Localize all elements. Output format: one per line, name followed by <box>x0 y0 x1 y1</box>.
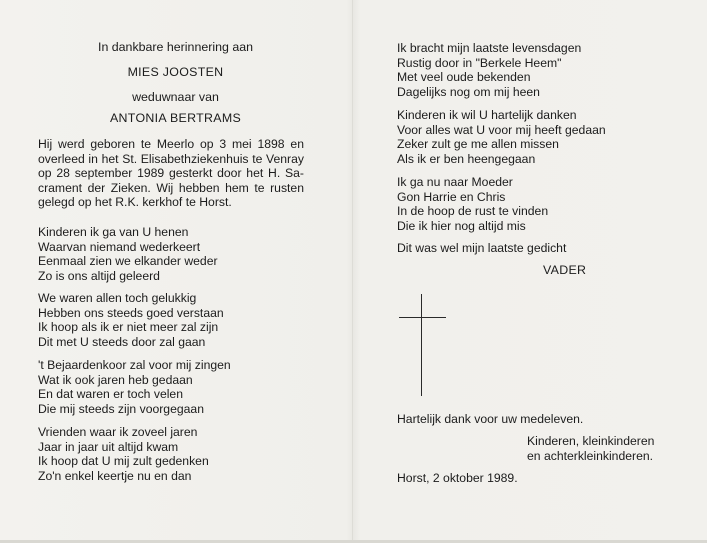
poem-line: Die ik hier nog altijd mis <box>397 218 526 233</box>
place-date: Horst, 2 oktober 1989. <box>397 471 518 485</box>
poem-line: Wat ik ook jaren heb gedaan <box>38 372 193 387</box>
poem-stanza <box>38 291 224 349</box>
poem-stanza <box>397 41 581 99</box>
poem-line: Ik bracht mijn laatste levensdagen <box>397 41 582 55</box>
poem-line: Kinderen ik ga van U henen <box>38 225 189 239</box>
poem-line: Vrienden waar ik zoveel jaren <box>38 425 198 439</box>
poem-stanza <box>38 425 209 483</box>
poem-line: Hebben ons steeds goed verstaan <box>38 305 224 320</box>
poem-line: Rustig door in "Berkele Heem" <box>397 55 562 70</box>
poem-line: Eenmaal zien we elkander weder <box>38 254 218 269</box>
poem-line: Gon Harrie en Chris <box>397 189 506 204</box>
family-line: Kinderen, kleinkinderen <box>527 434 655 448</box>
card-fold <box>352 0 353 543</box>
poem-line: Voor alles wat U voor mij heeft gedaan <box>397 122 606 137</box>
poem-line: Met veel oude bekenden <box>397 70 531 85</box>
family-line: en achterkleinkinderen. <box>527 449 654 463</box>
cross-icon-bar <box>399 317 446 318</box>
bio-line: Hij werd geboren te Meerlo op 3 mei 1898 en <box>38 137 304 151</box>
poem-line: Die mij steeds zijn voorgegaan <box>38 401 204 416</box>
poem-line: Dit met U steeds door zal gaan <box>38 334 206 349</box>
closing-line: Dit was wel mijn laatste gedicht <box>397 241 567 255</box>
poem-stanza <box>38 358 231 416</box>
poem-line: In de hoop de rust te vinden <box>397 204 549 219</box>
poem-line: 't Bejaardenkoor zal voor mij zingen <box>38 358 231 372</box>
poem-stanza <box>38 225 218 283</box>
cross-icon <box>421 294 422 396</box>
poem-line: Dagelijks nog om mij heen <box>397 84 540 99</box>
poem-line: Zo'n enkel keertje nu en dan <box>38 468 192 483</box>
poem-line: Kinderen ik wil U hartelijk danken <box>397 108 577 122</box>
deceased-name: MIES JOOSTEN <box>127 65 224 79</box>
biography <box>38 137 304 210</box>
bio-line: overleed in het St. Elisabethziekenhuis te Venray <box>38 151 304 166</box>
poem-stanza <box>397 108 606 166</box>
poem-line: En dat waren er toch velen <box>38 387 183 402</box>
poem-line: Jaar in jaar uit altijd kwam <box>38 439 179 454</box>
poem-line: Ik hoop als ik er niet meer zal zijn <box>38 320 219 335</box>
signature: VADER <box>543 263 587 277</box>
poem-stanza <box>397 175 548 233</box>
poem-line: Zo is ons altijd geleerd <box>38 268 160 283</box>
bio-line: gelegd op het R.K. kerkhof te Horst. <box>38 195 232 210</box>
intro-text: In dankbare herinnering aan <box>98 40 253 54</box>
poem-line: We waren allen toch gelukkig <box>38 291 197 305</box>
relation-text: weduwnaar van <box>132 90 219 104</box>
bio-line: crament der Zieken. Wij hebben hem te rusten <box>38 180 304 195</box>
poem-line: Ik ga nu naar Moeder <box>397 175 513 189</box>
poem-line: Zeker zult ge me allen missen <box>397 137 559 152</box>
poem-line: Waarvan niemand wederkeert <box>38 239 201 254</box>
thanks-line: Hartelijk dank voor uw medeleven. <box>397 412 584 426</box>
poem-line: Als ik er ben heengegaan <box>397 151 536 166</box>
poem-line: Ik hoop dat U mij zult gedenken <box>38 454 209 469</box>
bio-line: op 28 september 1989 gesterkt door het H. Sa- <box>38 166 304 181</box>
spouse-name: ANTONIA BERTRAMS <box>109 111 242 125</box>
